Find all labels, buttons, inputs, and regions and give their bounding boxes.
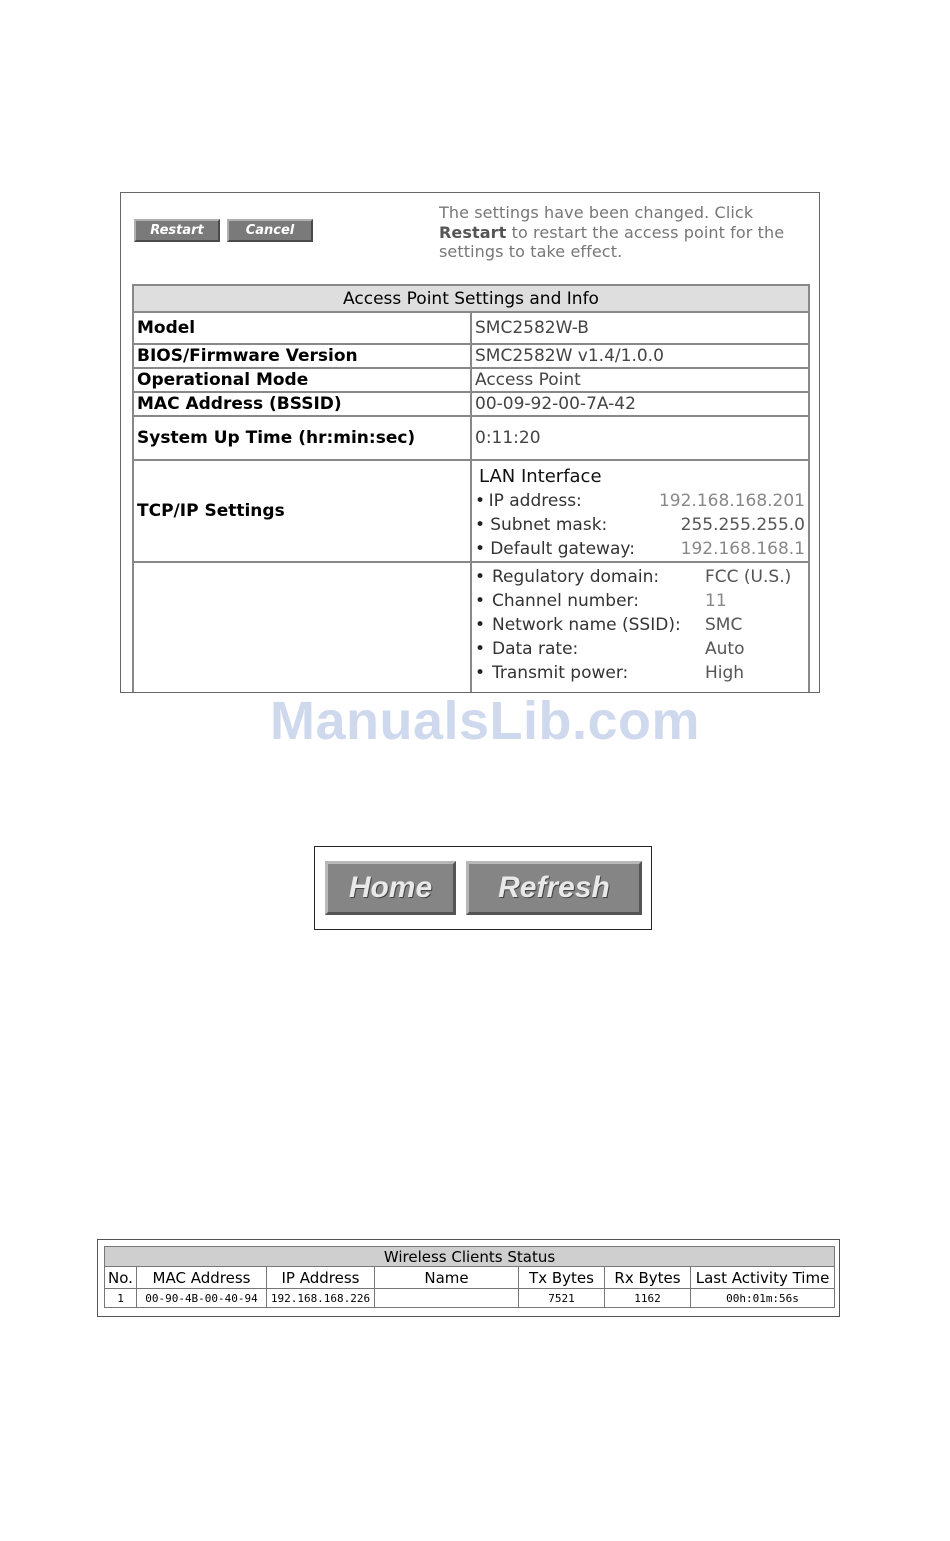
uptime-label: System Up Time (hr:min:sec) (133, 416, 471, 460)
settings-info-table (132, 284, 810, 693)
lan-settings-list (475, 489, 805, 561)
mode-value: Access Point (471, 368, 809, 392)
default-gateway-key: Default gateway: (490, 539, 635, 559)
bullet-icon: • (475, 515, 486, 535)
col-header-ip: IP Address (267, 1267, 375, 1289)
bullet-icon: • (475, 491, 486, 511)
wireless-settings-list (475, 565, 805, 685)
bullet-icon: • (475, 591, 486, 611)
data-rate-value: Auto (705, 639, 745, 659)
firmware-label: BIOS/Firmware Version (133, 344, 471, 368)
list-item (475, 589, 805, 613)
nav-buttons-panel (314, 846, 652, 930)
list-item (475, 637, 805, 661)
settings-panel (120, 192, 820, 693)
channel-number-value: 11 (705, 591, 727, 611)
col-header-name: Name (375, 1267, 519, 1289)
col-header-tx: Tx Bytes (519, 1267, 605, 1289)
bullet-icon: • (475, 539, 486, 559)
table-header-row (105, 1267, 835, 1289)
tcpip-label: TCP/IP Settings (133, 460, 471, 562)
list-item (475, 565, 805, 589)
settings-table-title: Access Point Settings and Info (133, 285, 809, 312)
cell-mac: 00-90-4B-00-40-94 (137, 1289, 267, 1308)
mac-value: 00-09-92-00-7A-42 (471, 392, 809, 416)
refresh-button[interactable]: Refresh (466, 861, 642, 915)
cell-tx: 7521 (519, 1289, 605, 1308)
mac-label: MAC Address (BSSID) (133, 392, 471, 416)
bullet-icon: • (475, 615, 486, 635)
list-item (475, 537, 805, 561)
model-label: Model (133, 312, 471, 344)
subnet-mask-value: 255.255.255.0 (680, 515, 805, 535)
clients-table-title: Wireless Clients Status (105, 1247, 835, 1267)
data-rate-key: Data rate: (492, 639, 579, 659)
col-header-rx: Rx Bytes (605, 1267, 691, 1289)
message-text-pre: The settings have been changed. Click (439, 203, 754, 222)
table-row (133, 392, 809, 416)
table-row (133, 460, 809, 562)
bullet-icon: • (475, 639, 486, 659)
list-item (475, 489, 805, 513)
table-row (133, 344, 809, 368)
cell-name (375, 1289, 519, 1308)
mode-label: Operational Mode (133, 368, 471, 392)
transmit-power-value: High (705, 663, 745, 683)
cell-no: 1 (105, 1289, 137, 1308)
wireless-clients-panel (97, 1239, 840, 1317)
lan-interface-heading: LAN Interface (479, 465, 602, 487)
cell-last-activity: 00h:01m:56s (691, 1289, 835, 1308)
message-restart-word: Restart (439, 222, 507, 242)
model-value: SMC2582W-B (471, 312, 809, 344)
message-text-post: to restart the access point for the settings to take effect. (439, 222, 785, 261)
table-row (105, 1289, 835, 1308)
cell-ip: 192.168.168.226 (267, 1289, 375, 1308)
list-item (475, 613, 805, 637)
home-button[interactable]: Home (325, 861, 456, 915)
col-header-no: No. (105, 1267, 137, 1289)
transmit-power-key: Transmit power: (492, 663, 629, 683)
ssid-key: Network name (SSID): (492, 615, 681, 635)
bullet-icon: • (475, 663, 486, 683)
wireless-value (471, 562, 809, 693)
col-header-last-activity: Last Activity Time (691, 1267, 835, 1289)
ip-address-key: IP address: (488, 491, 582, 511)
ip-address-value: 192.168.168.201 (658, 491, 805, 511)
settings-changed-message (439, 203, 809, 262)
wireless-clients-table (104, 1246, 835, 1308)
default-gateway-value: 192.168.168.1 (680, 539, 805, 559)
cancel-button[interactable]: Cancel (227, 219, 313, 242)
tcpip-value (471, 460, 809, 562)
bullet-icon: • (475, 567, 486, 587)
uptime-value: 0:11:20 (471, 416, 809, 460)
regulatory-domain-value: FCC (U.S.) (705, 567, 792, 587)
list-item (475, 513, 805, 537)
restart-button[interactable]: Restart (134, 219, 220, 242)
cell-rx: 1162 (605, 1289, 691, 1308)
subnet-mask-key: Subnet mask: (490, 515, 608, 535)
list-item (475, 661, 805, 685)
channel-number-key: Channel number: (492, 591, 639, 611)
table-row (133, 416, 809, 460)
ssid-value: SMC (705, 615, 743, 635)
table-row (133, 562, 809, 693)
wireless-label (133, 562, 471, 693)
regulatory-domain-key: Regulatory domain: (492, 567, 660, 587)
table-row (133, 368, 809, 392)
table-row (133, 312, 809, 344)
col-header-mac: MAC Address (137, 1267, 267, 1289)
firmware-value: SMC2582W v1.4/1.0.0 (471, 344, 809, 368)
watermark-logo: ManualsLib.com (269, 691, 701, 751)
